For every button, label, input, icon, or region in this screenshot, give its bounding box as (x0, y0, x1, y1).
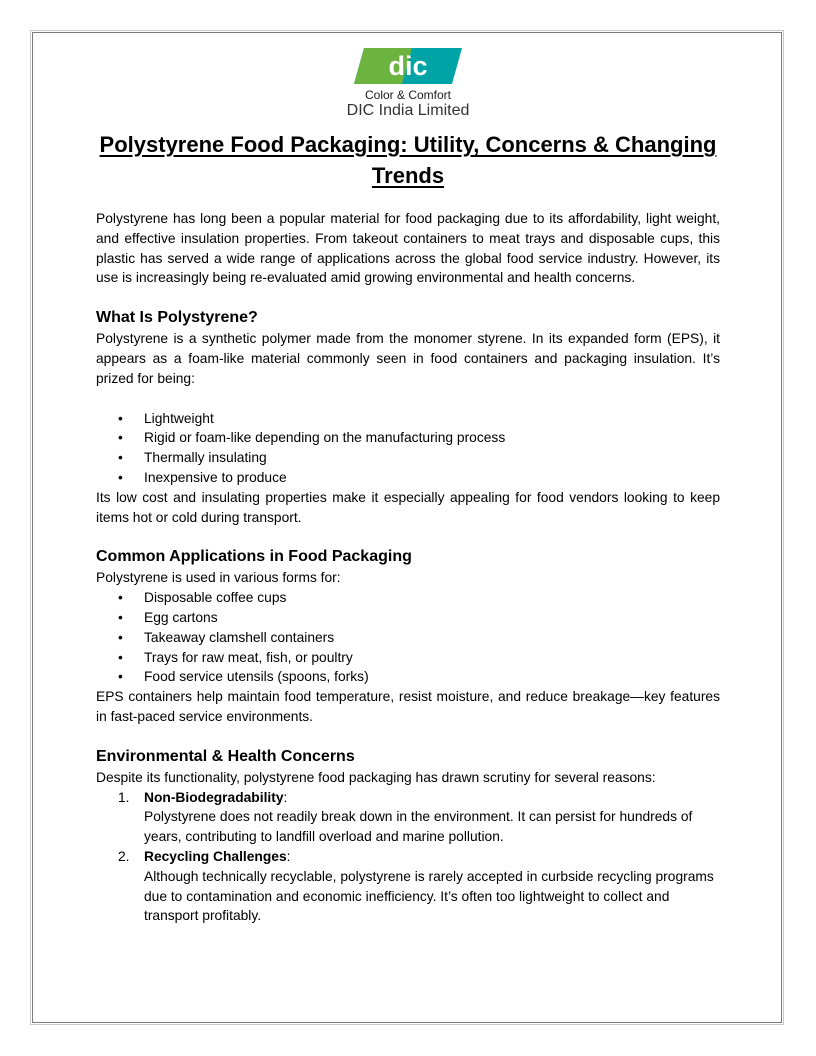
bullet-list-applications (96, 588, 720, 687)
list-term: Recycling Challenges (144, 848, 287, 864)
list-item: 1. Non-Biodegradability: Polystyrene does not readily break down in the environment. It can persist for hundreds of years, contributing to landfill overload and marine pollution. (96, 788, 720, 847)
logo-tagline: Color & Comfort (364, 88, 452, 102)
section-closing-paragraph: Its low cost and insulating properties make it especially appealing for food vendors looking to keep items hot or cold during transport. (96, 489, 720, 525)
section-paragraph: Polystyrene is used in various forms for: (96, 570, 341, 586)
list-item: • Takeaway clamshell containers (96, 628, 720, 648)
logo-mark-text: dic (388, 51, 428, 81)
list-term: Non-Biodegradability (144, 789, 284, 805)
list-item-text: Although technically recyclable, polystyrene is rarely accepted in curbside recycling programs due to contamination and economic inefficiency. It’s often too lightweight to collect and transport profitably. (144, 868, 714, 924)
list-item: • Rigid or foam-like depending on the manufacturing process (96, 428, 720, 448)
list-item: • Disposable coffee cups (96, 588, 720, 608)
list-item: • Thermally insulating (96, 448, 720, 468)
section-heading-concerns: Environmental & Health Concerns (96, 747, 355, 765)
section-heading-applications: Common Applications in Food Packaging (96, 548, 412, 566)
intro-paragraph: Polystyrene has long been a popular material for food packaging due to its affordability, light weight, and effective insulation properties. From takeout containers to meat trays and disposable cups, this plastic has served a wide range of applications across the global food service industry. However, its use is increasingly being re-evaluated amid growing environmental and health concerns. (96, 211, 720, 286)
list-item: • Food service utensils (spoons, forks) (96, 667, 720, 687)
logo-company-name: DIC India Limited (346, 102, 470, 119)
list-number: 2. (118, 848, 130, 864)
company-logo (346, 47, 470, 127)
list-item: • Egg cartons (96, 608, 720, 628)
section-closing-paragraph: EPS containers help maintain food temperature, resist moisture, and reduce breakage—key features in fast-paced service environments. (96, 689, 720, 724)
numbered-list-concerns (96, 788, 720, 927)
bullet-list-properties (96, 409, 720, 488)
section-paragraph: Despite its functionality, polystyrene food packaging has drawn scrutiny for several reasons: (96, 769, 656, 785)
list-item-text: Polystyrene does not readily break down in the environment. It can persist for hundreds of years, contributing to landfill overload and marine pollution. (144, 809, 693, 845)
list-number: 1. (118, 789, 130, 805)
document-title: Polystyrene Food Packaging: Utility, Concerns & Changing Trends (99, 132, 717, 188)
section-heading-what-is: What Is Polystyrene? (96, 309, 258, 327)
list-item: • Inexpensive to produce (96, 468, 720, 488)
list-item: • Lightweight (96, 409, 720, 429)
list-item: 2. Recycling Challenges: Although technically recyclable, polystyrene is rarely accepted in curbside recycling programs due to contamination and economic inefficiency. It’s often too lightweight to collect and transport profitably. (96, 847, 720, 926)
list-item: • Trays for raw meat, fish, or poultry (96, 648, 720, 668)
dic-logo-icon (354, 47, 462, 85)
section-paragraph: Polystyrene is a synthetic polymer made from the monomer styrene. In its expanded form (EPS), it appears as a foam-like material commonly seen in food containers and packaging insulation. It’s prized for being: (96, 331, 720, 386)
document-body (96, 209, 720, 926)
